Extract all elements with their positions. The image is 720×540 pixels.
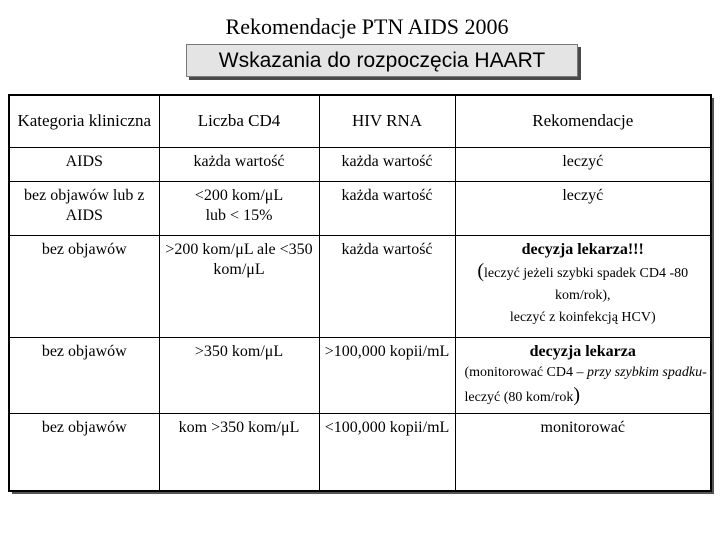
rec-detail-italic: przy szybkim spadku-	[586, 364, 707, 380]
rec-detail-b: leczyć (80 kom/rok	[464, 389, 574, 405]
rec-detail-2: leczyć z koinfekcją HCV)	[509, 309, 656, 325]
cell-recommendation	[455, 337, 711, 413]
cell-category: bez objawów	[9, 235, 159, 337]
rec-title: decyzja lekarza!!!	[521, 240, 644, 258]
cell-recommendation	[455, 235, 711, 337]
cell-category: bez objawów	[9, 413, 159, 491]
cd4-line1: <200 kom/μL	[194, 186, 284, 204]
cell-hiv-rna: <100,000 kopii/mL	[319, 413, 455, 491]
rec-paren-close: ),	[602, 287, 611, 303]
table-row	[9, 337, 711, 413]
cell-cd4: >350 kom/μL	[159, 337, 319, 413]
cell-recommendation: leczyć	[455, 147, 711, 181]
cell-recommendation: leczyć	[455, 181, 711, 235]
rec-paren-close: )	[573, 383, 581, 406]
cell-hiv-rna: każda wartość	[319, 181, 455, 235]
cell-cd4: >200 kom/μL ale <350 kom/μL	[159, 235, 319, 337]
cell-category: bez objawów lub z AIDS	[9, 181, 159, 235]
cell-hiv-rna: każda wartość	[319, 235, 455, 337]
table-row	[9, 235, 711, 337]
rec-detail-1-text: leczyć jeżeli szybki spadek CD4 -80 kom/rok	[484, 265, 689, 303]
cd4-line2: lub < 15%	[205, 206, 273, 224]
cell-cd4: kom >350 kom/μL	[159, 413, 319, 491]
recommendations-table	[8, 94, 712, 492]
header-recommendations: Rekomendacje	[455, 95, 711, 147]
cell-category: AIDS	[9, 147, 159, 181]
cell-cd4: każda wartość	[159, 147, 319, 181]
cell-cd4	[159, 181, 319, 235]
header-cd4: Liczba CD4	[159, 95, 319, 147]
page-title: Rekomendacje PTN AIDS 2006	[225, 14, 509, 39]
table-header-row	[9, 95, 711, 147]
rec-title: decyzja lekarza	[529, 342, 636, 360]
table-row	[9, 181, 711, 235]
cell-recommendation: monitorować	[455, 413, 711, 491]
cell-hiv-rna: każda wartość	[319, 147, 455, 181]
subtitle-text: Wskazania do rozpoczęcia HAART	[218, 49, 546, 72]
rec-detail-a: (monitorować CD4 –	[464, 364, 587, 380]
table-row	[9, 147, 711, 181]
header-category: Kategoria kliniczna	[9, 95, 159, 147]
rec-detail-1	[459, 260, 708, 307]
subtitle-box	[186, 44, 578, 77]
cell-hiv-rna: >100,000 kopii/mL	[319, 337, 455, 413]
rec-paren-open: (	[477, 259, 485, 282]
cell-category: bez objawów	[9, 337, 159, 413]
table-row	[9, 413, 711, 491]
rec-detail	[459, 362, 708, 409]
header-hiv-rna: HIV RNA	[319, 95, 455, 147]
